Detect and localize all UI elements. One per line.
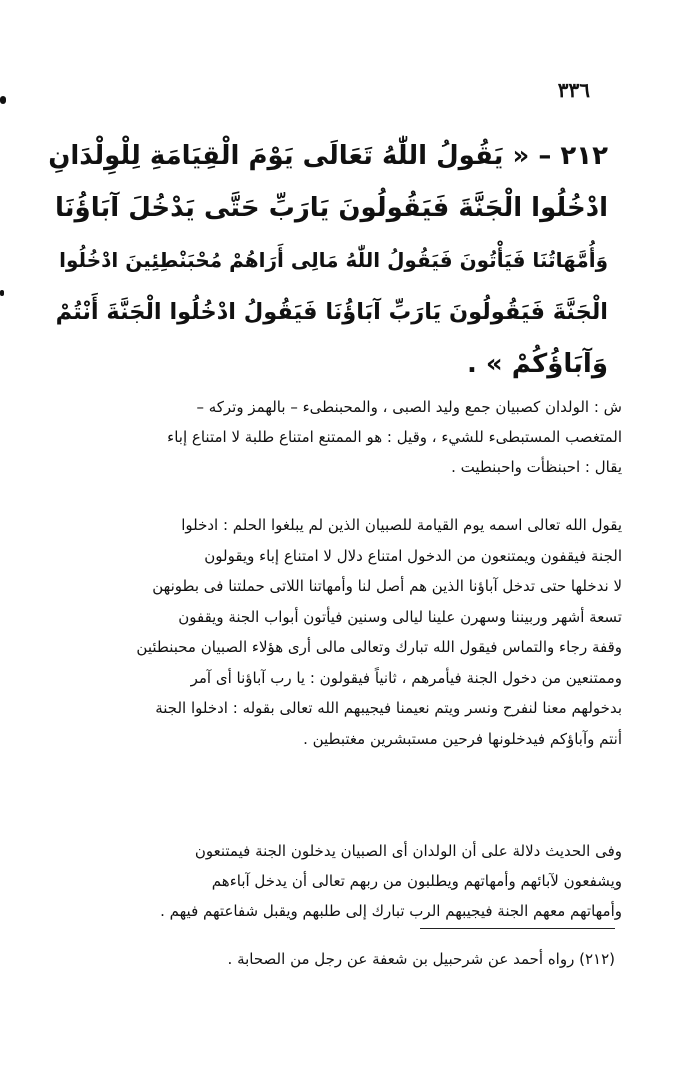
commentary-line: الجنة فيقفون ويمتنعون من الدخول امتناع دلال لا امتناع إباء ويقولون [204, 546, 622, 565]
explanation-line: يقال : احبنظأت واحبنطيت . [451, 458, 622, 476]
hadith-line: وَأُمَّهَاتُنَا فَيَأْتُونَ فَيَقُولُ اللّٰهُ مَالِى أَرَاهُمْ مُحْبَنْطِئِينَ ادْخُلُوا [59, 248, 608, 272]
commentary-line: بدخولهم معنا لنفرح ونسر ويتم نعيمنا فيجيبهم الله تعالى بقوله : ادخلوا الجنة [155, 699, 622, 717]
hadith-line: ٢١٢ – « يَقُولُ اللّٰهُ تَعَالَى يَوْمَ الْقِيَامَةِ لِلْوِلْدَانِ [48, 141, 608, 171]
lesson-paragraph [42, 836, 622, 926]
hadith-line: الْجَنَّةَ فَيَقُولُونَ يَارَبِّ آبَاؤُنَا فَيَقُولُ ادْخُلُوا الْجَنَّةَ أَنْتُمْ [55, 299, 608, 325]
commentary-line: تسعة أشهر وربيننا وسهرن علينا ليالى وسنين فيأتون أبواب الجنة ويقفون [178, 607, 622, 626]
hadith-line: ادْخُلُوا الْجَنَّةَ فَيَقُولُونَ يَارَبِّ حَتَّى يَدْخُلَ آبَاؤُنَا [55, 193, 608, 223]
lesson-line: وفى الحديث دلالة على أن الولدان أى الصبيان يدخلون الجنة فيمتنعون [194, 842, 622, 860]
hadith-text [48, 130, 608, 390]
hadith-line: وَآبَاؤُكُمْ » . [466, 349, 608, 379]
lesson-line: ويشفعون لآبائهم وأمهاتهم ويطلبون من ربهم تعالى أن يدخل آباءهم [211, 872, 622, 890]
commentary-line: أنتم وآباؤكم فيدخلونها فرحين مستبشرين مغتبطين . [303, 729, 622, 748]
commentary-line: لا ندخلها حتى تدخل آباؤنا الذين هم أصل لنا وأمهاتنا اللاتى حملتنا فى بطونهن [152, 577, 622, 595]
margin-mark-top [0, 96, 6, 104]
margin-mark-middle [0, 290, 4, 296]
commentary-paragraph [42, 510, 622, 754]
commentary-line: يقول الله تعالى اسمه يوم القيامة للصبيان الذين لم يبلغوا الحلم : ادخلوا [181, 516, 622, 534]
explanation-line: ش : الولدان كصبيان جمع وليد الصبى ، والمحبنطىء – بالهمز وتركه – [196, 398, 622, 416]
page-number: ٣٣٦ [557, 78, 590, 102]
commentary-line: وممتنعين من دخول الجنة فيأمرهم ، ثانياً فيقولون : يا رب آباؤنا أى آمر [190, 668, 622, 687]
explanation-line: المتغصب المستبطىء للشيء ، وقيل : هو الممتنع امتناع طلبة لا امتناع إباء [167, 428, 622, 446]
commentary-line: وقفة رجاء والتماس فيقول الله تبارك وتعالى مالى أرى هؤلاء الصبيان محبنطئين [136, 638, 622, 656]
vocabulary-explanation [42, 392, 622, 482]
lesson-line: وأمهاتهم معهم الجنة فيجيبهم الرب تبارك إلى طلبهم ويقبل شفاعتهم فيهم . [160, 902, 622, 920]
footnote: (٢١٢) رواه أحمد عن شرحبيل بن شعفة عن رجل من الصحابة . [227, 950, 615, 968]
footnote-divider [420, 928, 615, 929]
